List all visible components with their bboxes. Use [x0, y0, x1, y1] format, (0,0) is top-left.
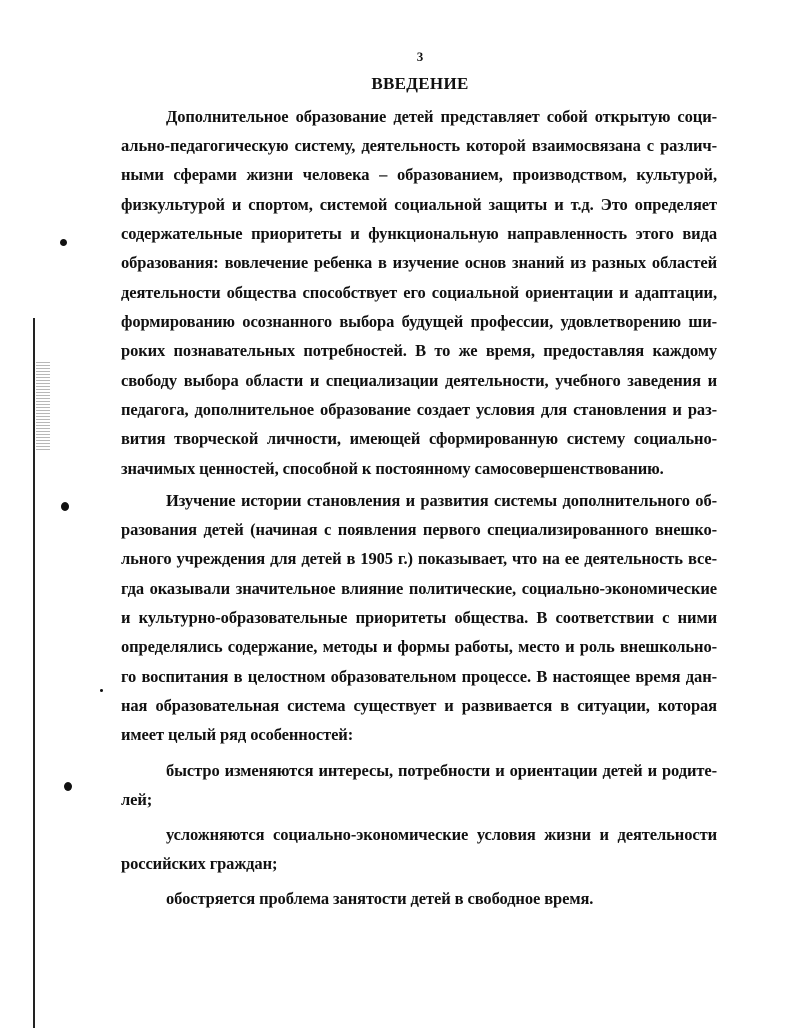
punch-mark	[61, 502, 69, 511]
paragraph-2-line-8: ная образовательная система существует и развивается в ситуации, которая	[121, 696, 717, 715]
paragraph-1-line-10: свободу выбора области и специализации деятельности, учебного заведения и	[121, 371, 717, 390]
page-number: 3	[416, 49, 424, 64]
scan-smudge	[36, 360, 50, 450]
paragraph-1-line-11: педагога, дополнительное образование создает условия для становления и раз-	[121, 400, 717, 419]
list-item-2-line-1: усложняются социально-экономические условия жизни и деятельности	[166, 825, 717, 844]
list-item-1-line-1: быстро изменяются интересы, потребности и ориентации детей и родите-	[166, 761, 717, 780]
paragraph-1-line-5: содержательные приоритеты и функциональную направленность этого вида	[121, 224, 717, 243]
paragraph-2-line-3: льного учреждения для детей в 1905 г.) показывает, что на ее деятельность все-	[121, 549, 717, 568]
paragraph-1-line-7: деятельности общества способствует его социальной ориентации и адаптации,	[121, 283, 717, 302]
paragraph-2-line-1: Изучение истории становления и развития системы дополнительного об-	[166, 491, 717, 510]
punch-mark	[64, 782, 72, 791]
paragraph-2-line-5: и культурно-образовательные приоритеты общества. В соответствии с ними	[121, 608, 717, 627]
list-item-3-line-1: обостряется проблема занятости детей в свободное время.	[166, 889, 594, 908]
paragraph-1-line-13: значимых ценностей, способной к постоянному самосовершенствованию.	[121, 459, 664, 478]
paragraph-1-line-9: роких познавательных потребностей. В то же время, предоставляя каждому	[121, 341, 717, 360]
paragraph-1-line-6: образования: вовлечение ребенка в изучение основ знаний из разных областей	[121, 253, 717, 272]
paragraph-1-line-4: физкультурой и спортом, системой социальной защиты и т.д. Это определяет	[121, 195, 717, 214]
list-item-2-line-2: российских граждан;	[121, 854, 278, 873]
paragraph-2-line-9: имеет целый ряд особенностей:	[121, 725, 354, 744]
punch-mark	[60, 239, 67, 246]
scan-edge-line	[33, 318, 35, 1028]
paragraph-2-line-4: гда оказывали значительное влияние политические, социально-экономические	[121, 579, 717, 598]
list-item-1-line-2: лей;	[121, 790, 153, 809]
paragraph-2-line-7: го воспитания в целостном образовательном процессе. В настоящее время дан-	[121, 667, 717, 686]
paragraph-2-line-6: определялись содержание, методы и формы работы, место и роль внешкольно-	[121, 637, 717, 656]
paragraph-1-line-1: Дополнительное образование детей представляет собой открытую соци-	[166, 107, 717, 126]
paragraph-1-line-3: ными сферами жизни человека – образованием, производством, культурой,	[121, 165, 717, 184]
paragraph-1-line-8: формированию осознанного выбора будущей профессии, удовлетворению ши-	[121, 312, 717, 331]
section-heading: ВВЕДЕНИЕ	[371, 74, 469, 93]
scan-speck	[100, 689, 103, 692]
paragraph-1-line-12: вития творческой личности, имеющей сформированную систему социально-	[121, 429, 717, 448]
paragraph-2-line-2: разования детей (начиная с появления первого специализированного внешко-	[121, 520, 717, 539]
paragraph-1-line-2: ально-педагогическую систему, деятельность которой взаимосвязана с различ-	[121, 136, 717, 155]
